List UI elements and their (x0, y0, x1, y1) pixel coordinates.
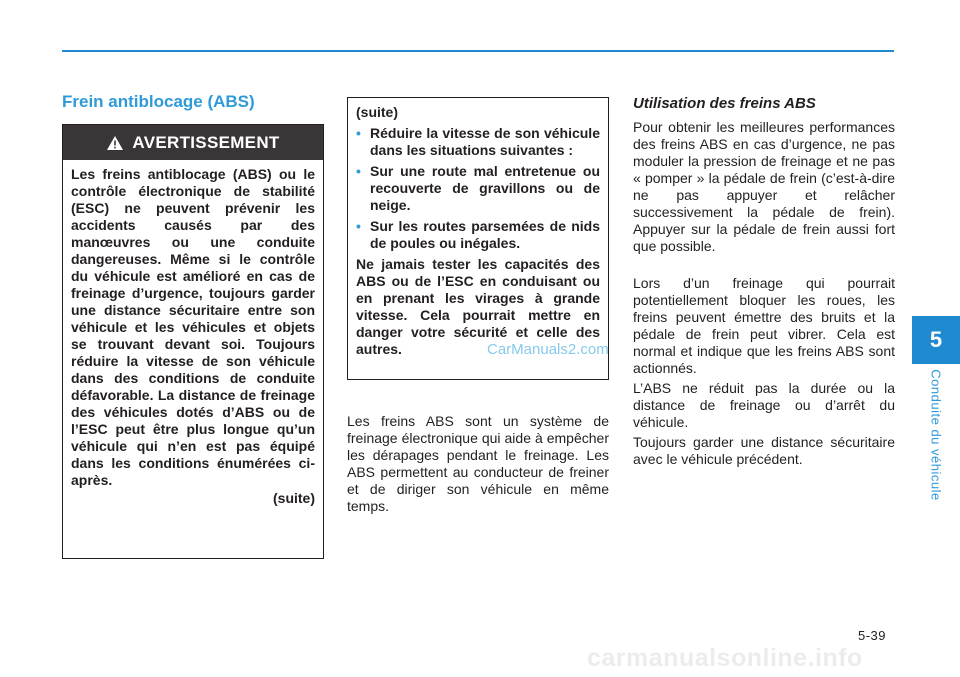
warning-triangle-icon (106, 135, 124, 151)
continuation-suite: (suite) (356, 104, 398, 120)
bullet-icon: • (356, 163, 361, 179)
usage-paragraph: Toujours garder une distance sécuritaire avec le véhicule précédent. (633, 434, 895, 467)
continuation-list (356, 125, 600, 252)
chapter-label: Conduite du véhicule (928, 369, 944, 501)
page-number: 5-39 (858, 628, 887, 643)
usage-paragraph: Lors d’un freinage qui pourrait potentiellement bloquer les roues, les freins peuvent émettre des bruits et la pédale de frein peut vibrer. Cela est normal et indique que les freins ABS sont actionnés. (633, 275, 895, 376)
warning-body: Les freins antiblocage (ABS) ou le contrôle électronique de stabilité (ESC) ne peuvent prévenir les accidents causés par des manœuvres ou une conduite dangereuses. Même si le contrôle du véhicule est amélioré en cas de freinage d’urgence, toujours garder une distance sécuritaire entre son véhicule et les véhicules et objets se trouvant devant soi. Toujours réduire la vitesse de son véhicule dans des conditions de conduite défavorable. La distance de freinage des véhicules dotés d’ABS ou de l’ESC peut être plus longue qu’un véhicule qui n’en est pas équipé dans les conditions énumérées ci-après. (71, 166, 315, 488)
list-item (356, 218, 600, 252)
usage-title: Utilisation des freins ABS (633, 95, 816, 112)
chapter-number-tab: 5 (912, 316, 960, 364)
abs-description: Les freins ABS sont un système de freinage électronique qui aide à empêcher les dérapages pendant le freinage. Les ABS permettent au conducteur de freiner et de diriger son véhicule en même temps. (347, 413, 609, 514)
continuation-paragraph: Ne jamais tester les capacités des ABS ou de l’ESC en conduisant ou en prenant les virages à grande vitesse. Cela pourrait mettre en danger votre sécurité et celle des autres. (356, 256, 600, 357)
list-item (356, 163, 600, 214)
section-title: Frein antiblocage (ABS) (62, 92, 255, 111)
list-item-text: Réduire la vitesse de son véhicule dans les situations suivantes : (370, 125, 600, 158)
warning-continuation-box (347, 97, 609, 380)
warning-title: AVERTISSEMENT (132, 132, 280, 152)
usage-paragraph: Pour obtenir les meilleures performances des freins ABS en cas d’urgence, ne pas moduler la pression de freinage et ne pas « pomper » la pédale de frein (c’est-à-dire ne pas appuyer et relâcher successivement la pédale de frein). Appuyer sur la pédale de frein aussi fort que possible. (633, 119, 895, 254)
warning-header (63, 125, 323, 160)
footer-watermark: carmanualsonline.info (587, 644, 863, 672)
bullet-icon: • (356, 125, 361, 141)
warning-suite: (suite) (273, 490, 315, 506)
top-rule (62, 50, 894, 52)
usage-paragraph: L’ABS ne réduit pas la durée ou la distance de freinage ou d’arrêt du véhicule. (633, 380, 895, 430)
inline-watermark: CarManuals2.com (487, 341, 609, 358)
bullet-icon: • (356, 218, 361, 234)
list-item-text: Sur une route mal entretenue ou recouverte de gravillons ou de neige. (370, 163, 600, 213)
warning-box (62, 124, 324, 559)
list-item-text: Sur les routes parsemées de nids de poules ou inégales. (370, 218, 600, 251)
list-item (356, 125, 600, 159)
